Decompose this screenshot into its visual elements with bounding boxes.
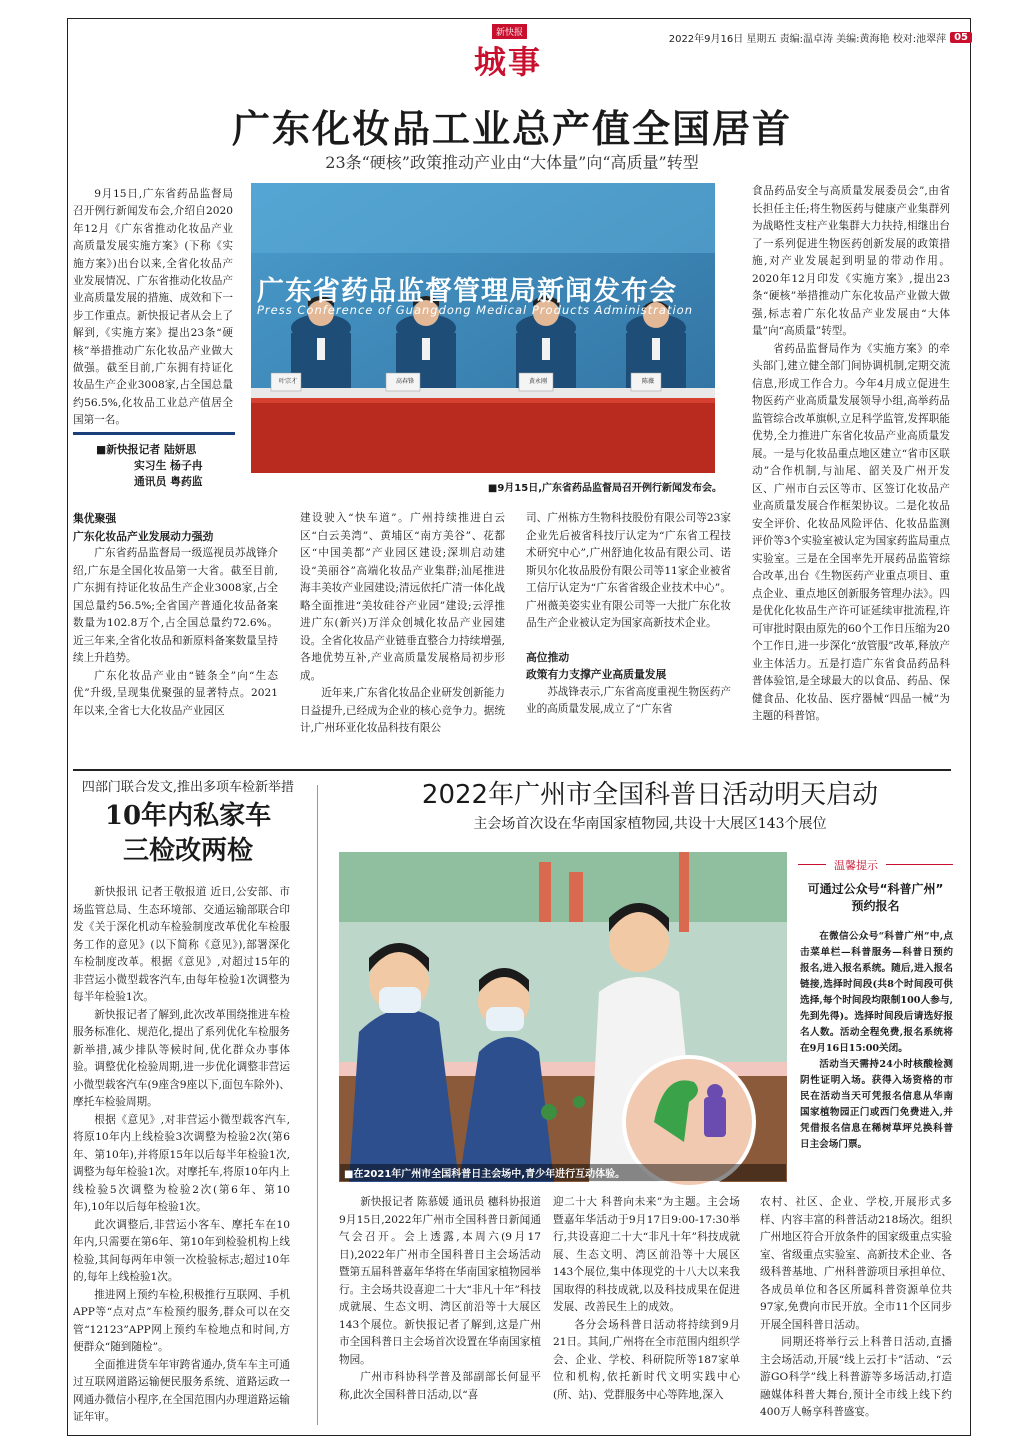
column-divider: [317, 785, 318, 1425]
science-col-2: 迎二十大 科普向未来”为主题。主会场暨嘉年华活动于9月17日9:00-17:30举行,共设喜迎二十大“非凡十年”科技成就展、生态文明、湾区前沿等十大展区143个展位,集中体现党的十八大以来我国取得的科技成就,以及科技成果在促进发展、改善民生上的成效。 各分会场科普日活动将持续到9月21日。其间,广州将在全市范围内组织学会、企业、学校、科研院所等187家单位和机构,依托新时代文明实践中心(所、站)、党群服务中心等阵地,深入: [553, 1196, 740, 1401]
byline-rule: [73, 432, 235, 435]
press-conference-photo: [251, 183, 715, 473]
car-headline-2: 三检改两检: [122, 836, 253, 866]
notice-text: 在微信公众号“科普广州”中,点击菜单栏—科普服务—科普日预约报名,进入报名系统。随后,进入报名链接,选择时间段(共8个时间段可供选择,每个时间段均限制100人参与,先到先得)。选择时间段后请选好报名人数。活动全程免费,报名系统将在9月16日15:00关闭。 活动当天需持24小时核酸检测阴性证明入场。获得入场资格的市民在活动当天可凭报名信息从华南国家植物园正门或西门免费进入,并凭借报名信息在稀树草坪兑换科普日主会场门票。: [800, 931, 953, 1150]
press-photo-illustration: [251, 183, 715, 473]
press-photo-caption: ■9月15日,广东省药品监督局召开例行新闻发布会。: [487, 483, 722, 494]
photo-banner-title: 广东省药品监督管理局新闻发布会: [257, 276, 677, 307]
subsection-heading-2: 高位推动: [526, 650, 570, 664]
section-title: 城事: [474, 43, 543, 81]
lead-intro: 9月15日,广东省药品监督局召开例行新闻发布会,介绍自2020年12月《广东省推动化妆品产业高质量发展实施方案》(下称《实施方案》)出台以来,全省化妆品产业发展情况、广东省推动化妆品产业高质量发展的措施、成效和下一步工作重点。新快报记者从会上了解到,《实施方案》提出23条“硬核”举措推动广东化妆品产业做大做强。截至目前,广东拥有持证化妆品生产企业3008家,占全国总量约56.5%,化妆品工业总产值居全国第一名。: [73, 188, 233, 427]
nameplate-4: 陈薇: [641, 378, 654, 385]
nameplate-3: 黄永刚: [528, 378, 547, 385]
notice-title: 可通过公众号“科普广州” 预约报名: [807, 882, 944, 913]
date-text: 2022年9月16日 星期五 责编:温卓涛 美编:黄海艳 校对:池翠萍: [668, 34, 947, 45]
notice-box: [798, 857, 953, 1182]
page-number-badge: 05: [950, 32, 972, 43]
lead-col-1: 集优聚强 广东化妆品产业发展动力强劲 广东省药品监督局一级巡视员苏战锋介绍,广东是全国化妆品第一大省。截至目前,广东拥有持证化妆品生产企业3008家,占全国总量约56.5%;全省国产普通化妆品备案数量为102.8万个,占全国总量约72.6%。近三年来,全省化妆品和新原料备案数量呈持续上升趋势。 广东化妆品产业由“链条全”向“生态优”升级,呈现集优聚强的显著特点。2021年以来,全省七大化妆品产业园区: [73, 512, 278, 717]
nameplate-1: 叶宗才: [278, 378, 297, 385]
subsection-heading-1: 集优聚强: [73, 512, 117, 525]
lead-col-right: 食品药品安全与高质量发展委员会”,由省长担任主任;将生物医药与健康产业集群列为战略性支柱产业集群大力扶持,相继出台了一系列促进生物医药创新发展的政策措施,对产业发展起到明显的带动作用。2020年12月印发《实施方案》,提出23条“硬核”举措推动广东化妆品产业做大做强,标志着广东化妆品产业发展由“大体量”向“高质量”转型。 省药品监督局作为《实施方案》的牵头部门,建立健全部门间协调机制,定期交流信息,形成工作合力。今年4月成立促进生物医药产业高质量发展领导小组,高举药品监管综合改革旗帜,立足科学监管,发挥职能优势,全力推进广东省化妆品产业高质量发展。一是与化妆品重点地区建立“省市区联动”合作机制,与汕尾、韶关及广州开发区、广州市白云区等市、区签订化妆品产业高质量发展合作框架协议。二是化妆品安全评价、化妆品风险评估、化妆品监测评价等3个实验室被认定为国家药监局重点实验室。三是在全国率先开展药品监管综合改革,出台《生物医药产业重点项目、重点企业、重点地区创新服务管理办法》。四是优化化妆品生产许可证延续审批流程,许可审批时限由原先的60个工作日压缩为20个工作日,进一步深化“放管服”改革,释放产业主体活力。五是打造广东省食品药品科普体验馆,是全球最大的以食品、药品、保健食品、化妆品、医疗器械“四品一械”为主题的科普馆。: [752, 185, 950, 722]
science-col-3: 农村、社区、企业、学校,开展形式多样、内容丰富的科普活动218场次。组织广州地区符合开放条件的国家级重点实验室、省级重点实验室、高新技术企业、各级科普基地、广州科普游项目承担单位、各成员单位和各区所属科普资源单位共97家,免费向市民开放。全市11个区同步开展全国科普日活动。 同期还将举行云上科普日活动,直播主会场活动,开展“线上云打卡”活动、“云游GO科学”线上科普游等多场活动,打造融媒体科普大舞台,预计全市线上线下约400万人畅享科普盛宴。: [760, 1196, 952, 1418]
lead-headline: 广东化妆品工业总产值全国居首: [231, 106, 792, 151]
date-line: [669, 30, 972, 45]
science-subhead: 主会场首次设在华南国家植物园,共设十大展区143个展位: [473, 816, 827, 832]
subsection-heading-1b: 广东化妆品产业发展动力强劲: [73, 529, 214, 543]
lead-subhead: 23条“硬核”政策推动产业由“大体量”向“高质量”转型: [325, 153, 699, 172]
brand-tag: 新快报: [492, 24, 527, 39]
car-kicker: 四部门联合发文,推出多项车检新举措: [81, 780, 295, 795]
photo-banner-english: Press Conference of Guangdong Medical Products Administration: [257, 303, 693, 317]
notice-tag: 温馨提示: [826, 857, 886, 873]
subsection-heading-2b: 政策有力支撑产业高质量发展: [526, 668, 667, 681]
section-divider: [73, 769, 951, 771]
science-col-1: 新快报记者 陈慕媛 通讯员 穗科协报道 9月15日,2022年广州市全国科普日新闻通气会召开。会上透露,本周六(9月17日),2022年广州市全国科普日主会场活动暨第五届科普嘉年华将在华南国家植物园举行。主会场共设喜迎二十大“非凡十年”科技成就展、生态文明、湾区前沿等十大展区143个展位。新快报记者了解到,这是广州市全国科普日主会场首次设置在华南国家植物园。 广州市科协科学普及部副部长何显平称,此次全国科普日活动,以“喜: [339, 1196, 541, 1401]
car-headline-1: 10年内私家车: [104, 801, 272, 831]
nameplate-2: 高春锋: [395, 378, 414, 385]
science-photo-caption: ■在2021年广州市全国科普日主会场中,青少年进行互动体验。: [340, 1164, 786, 1181]
science-headline: 2022年广州市全国科普日活动明天启动: [421, 780, 879, 810]
science-day-photo: [339, 852, 787, 1182]
lead-col-3: 司、广州栋方生物科技股份有限公司等23家企业先后被省科技厅认定为“广东省工程技术研究中心”,广州舒迪化妆品有限公司、诺斯贝尔化妆品股份有限公司等11家企业被省工信厅认定为“广东省省级企业技术中心”。广州薇美姿实业有限公司等一大批广东化妆品生产企业被认定为国家高新技术企业。 高位推动 政策有力支撑产业高质量发展 苏战锋表示,广东省高度重视生物医药产业的高质量发展,成立了“广东省: [526, 512, 731, 715]
car-story-body: 新快报讯 记者王敬报道 近日,公安部、市场监管总局、生态环境部、交通运输部联合印发《关于深化机动车检验制度改革优化车检服务工作的意见》(以下简称《意见》),部署深化车检制度改革。根据《意见》,对超过15年的非营运小微型载客汽车,由每年检验1次调整为每半年检验1次。 新快报记者了解到,此次改革围绕推进车检服务标准化、规范化,提出了系列优化车检服务新举措,减少排队等候时间,优化群众办事体验。调整优化检验周期,进一步优化调整非营运小微型载客汽车(9座含9座以下,面包车除外)、摩托车检验周期。 根据《意见》,对非营运小微型载客汽车,将原10年内上线检验3次调整为检验2次(第6年、第10年),并将原15年以后每半年检验1次,调整为每年检验1次。对摩托车,将原10年内上线检验5次调整为检验2次(第6年、第10年),10年以后每年检验1次。 此次调整后,非营运小客车、摩托车在10年内,只需要在第6年、第10年到检验机构上线检验,其间每两年申领一次检验标志;超过10年的,每年上线检验1次。 推进网上预约车检,积极推行互联网、手机APP等“点对点”车检预约服务,群众可以在交管“12123”APP网上预约车检地点和时间,方便群众“随到随检”。 全面推进货车年审跨省通办,货车车主可通过互联网道路运输便民服务系统、道路运政一网通办微信小程序,在全国范围内办理道路运输证年审。: [73, 886, 290, 1423]
lead-byline: ■新快报记者 陆妍思 实习生 杨子冉 通讯员 粤药监: [96, 443, 203, 488]
science-photo-illustration: [339, 852, 787, 1182]
lead-col-2: 建设驶入“快车道”。广州持续推进白云区“白云美湾”、黄埔区“南方美谷”、花都区“中国美都”产业园区建设;深圳启动建设“美丽谷”高端化妆品产业集群;汕尾推进海丰美妆产业园建设;清远依托广清一体化战略全面推进“美妆硅谷产业园”建设;云浮推进广东(新兴)万洋众创城化妆品产业园建设。全省化妆品产业链垂直整合力持续增强,各地优势互补,产业高质量发展格局初步形成。 近年来,广东省化妆品企业研发创新能力日益提升,已经成为企业的核心竞争力。据统计,广州环亚化妆品科技有限公: [300, 512, 505, 734]
